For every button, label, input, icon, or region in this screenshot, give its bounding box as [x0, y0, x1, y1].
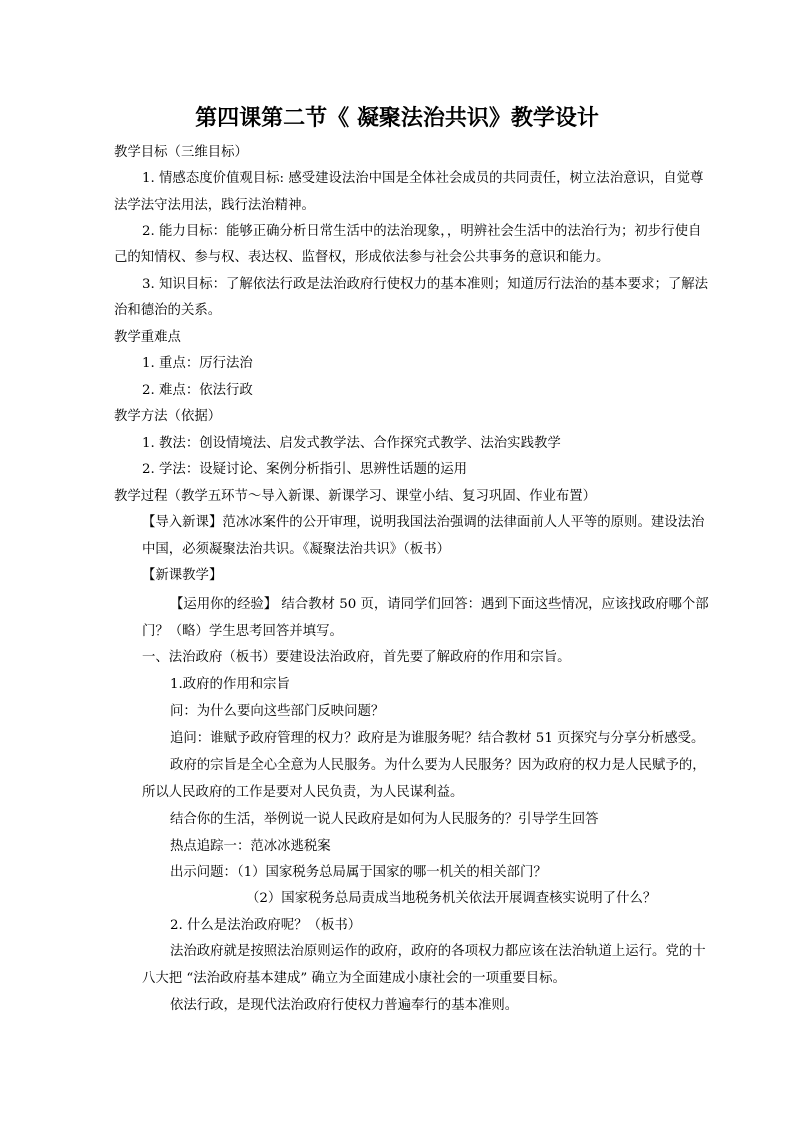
- subheading-government-role: 1.政府的作用和宗旨: [170, 677, 290, 692]
- intro-paragraph-line-2: 中国，必须凝聚法治共识。《凝聚法治共识》（板书）: [142, 542, 450, 557]
- intro-paragraph-line-1: 【导入新课】范冰冰案件的公开审理，说明我国法治强调的法律面前人人平等的原则。建设法治: [142, 515, 705, 530]
- definition-paragraph-line-1: 法治政府就是按照法治原则运作的政府，政府的各项权力都应该在法治轨道上运行。党的十: [170, 944, 706, 959]
- section-heading-methods: 教学方法（依据）: [114, 409, 222, 424]
- experience-paragraph-line-1: 【运用你的经验】 结合教材 50 页，请同学们回答：遇到下面这些情况，应该找政府哪个部: [170, 597, 709, 612]
- objective-3-line-2: 治和德治的关系。: [114, 303, 222, 318]
- objective-2-line-2: 己的知情权、参与权、表达权、监督权，形成依法参与社会公共事务的意识和能力。: [114, 250, 610, 265]
- objective-1-line-2: 法学法守法用法，践行法治精神。: [114, 198, 315, 213]
- key-point-2: 2. 难点：依法行政: [142, 383, 253, 398]
- objective-3-line-1: 3. 知识目标：了解依法行政是法治政府行使权力的基本准则；知道厉行法治的基本要求；了解法: [142, 277, 709, 292]
- document-title: 第四课第二节《 凝聚法治共识》教学设计: [195, 105, 599, 131]
- objective-1-line-1: 1. 情感态度价值观目标: 感受建设法治中国是全体社会成员的共同责任，树立法治意识，自觉尊: [142, 171, 704, 186]
- subheading-rule-of-law-government: 2. 什么是法治政府呢？（板书）: [170, 918, 362, 933]
- government-purpose-line-1: 政府的宗旨是全心全意为人民服务。为什么要为人民服务？因为政府的权力是人民赋予的，: [170, 758, 706, 773]
- experience-paragraph-line-2: 门？（略）学生思考回答并填写。: [142, 624, 343, 639]
- section-heading-key-points: 教学重难点: [114, 330, 181, 345]
- objective-2-line-1: 2. 能力目标：能够正确分析日常生活中的法治现象，，明辨社会生活中的法治行为；初步行使自: [142, 224, 702, 239]
- display-question-1: 出示问题：（1）国家税务总局属于国家的哪一机关的相关部门？: [170, 865, 547, 880]
- method-1: 1. 教法：创设情境法、启发式教学法、合作探究式教学、法治实践教学: [142, 436, 561, 451]
- new-lesson-heading: 【新课教学】: [142, 568, 223, 583]
- part-one-heading: 一、法治政府（板书）要建设法治政府，首先要了解政府的作用和宗旨。: [142, 650, 571, 665]
- government-purpose-line-2: 所以人民政府的工作是要对人民负责，为人民谋利益。: [142, 785, 464, 800]
- section-heading-process: 教学过程（教学五环节～导入新课、新课学习、课堂小结、复习巩固、作业布置）: [114, 489, 597, 504]
- follow-up-question-line: 追问：谁赋予政府管理的权力？政府是为谁服务呢？结合教材 51 页探究与分享分析感受。: [170, 731, 705, 746]
- display-question-2: （2）国家税务总局责成当地税务机关依法开展调查核实说明了什么？: [246, 891, 657, 906]
- method-2: 2. 学法：设疑讨论、案例分析指引、思辨性话题的运用: [142, 462, 468, 477]
- hot-topic-heading: 热点追踪一：范冰冰逃税案: [170, 839, 331, 854]
- definition-paragraph-line-2: 八大把 “法治政府基本建成” 确立为全面建成小康社会的一项重要目标。: [142, 971, 566, 986]
- administration-principle-line: 依法行政，是现代法治政府行使权力普遍奉行的基本准则。: [170, 998, 519, 1013]
- question-line: 问：为什么要向这些部门反映问题？: [170, 704, 385, 719]
- section-heading-objectives: 教学目标（三维目标）: [114, 145, 248, 160]
- life-example-prompt: 结合你的生活，举例说一说人民政府是如何为人民服务的？引导学生回答: [170, 812, 599, 827]
- key-point-1: 1. 重点：厉行法治: [142, 356, 253, 371]
